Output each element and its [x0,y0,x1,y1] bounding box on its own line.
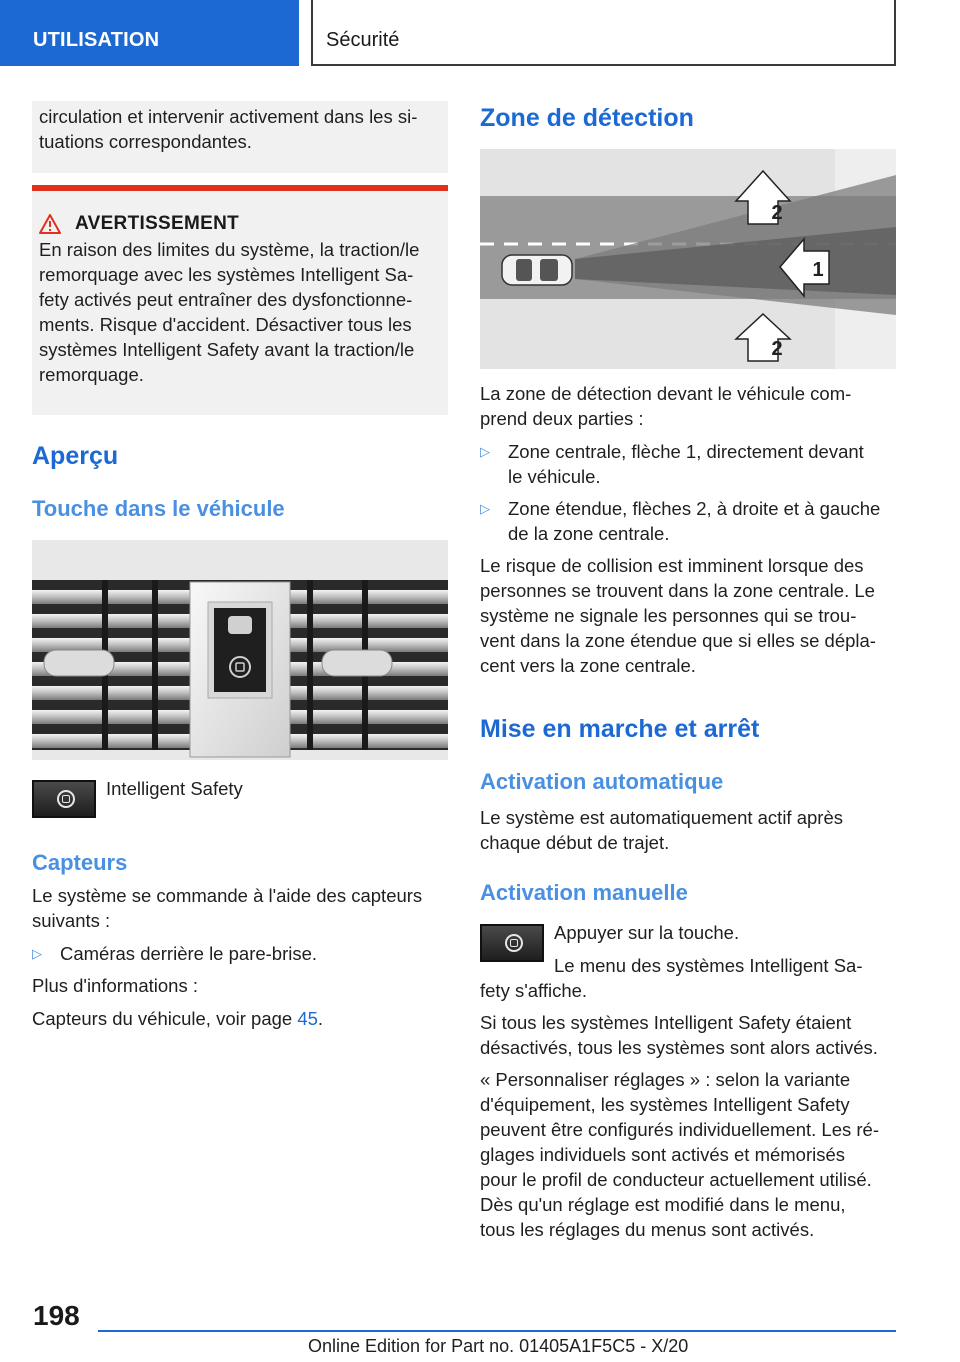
arrow-label-2-top: 2 [771,202,783,224]
warning-line: remorquage avec les systèmes Intelligent Sa- [39,264,414,285]
plus-info-text: Plus d'informations : [32,975,198,996]
warning-line: remorquage. [39,364,144,385]
warning-header [39,213,441,235]
risk-text: Le risque de collision est imminent lorsque des [480,555,864,576]
manual-heading: Activation manuelle [480,880,688,905]
capteurs-heading: Capteurs [32,850,128,875]
arrow-label-2-bottom: 2 [771,338,783,360]
intro-box [32,101,448,173]
warning-box [32,185,448,415]
manual-step: Appuyer sur la touche. [554,922,740,943]
button-label: Intelligent Safety [106,778,243,799]
warning-line: systèmes Intelligent Safety avant la traction/le [39,339,415,360]
list-item: ▷ Zone étendue, flèches 2, à droite et à gauche de la zone centrale. [480,498,881,544]
manual-text: tous les réglages du menus sont activés. [480,1219,815,1240]
manual-text: Si tous les systèmes Intelligent Safety étaient [480,1012,852,1033]
manual-text: d'équipement, les systèmes Intelligent Safety [480,1094,850,1115]
manual-menu-text: Le menu des systèmes Intelligent Sa- [554,955,863,976]
capteurs-text: Le système se commande à l'aide des capteurs [32,885,423,906]
manual-text: glages individuels sont activés et mémorisés [480,1144,846,1165]
arrow-label-1: 1 [812,259,824,281]
bullet-triangle-icon: ▷ [32,946,42,961]
page-link[interactable]: 45 [297,1008,318,1029]
vehicle-icon [502,255,572,285]
list-item: ▷ Caméras derrière le pare-brise. [32,943,318,964]
capteurs-text: suivants : [32,910,111,931]
edition-text: Online Edition for Part no. 01405A1F5C5 - X/20 [308,1336,689,1356]
detection-zone-diagram [480,149,896,369]
mise-heading: Mise en marche et arrêt [480,715,760,743]
warning-title: AVERTISSEMENT [75,213,240,234]
zone-text: La zone de détection devant le véhicule com- [480,383,852,404]
manual-menu-text: fety s'affiche. [480,980,588,1001]
intro-text: circulation et intervenir activement dans les si- tuations correspondantes. [39,106,418,152]
section-tab [311,0,896,66]
bullet-triangle-icon: ▷ [480,501,490,516]
touche-heading: Touche dans le véhicule [32,496,285,521]
zone-text: prend deux parties : [480,408,644,429]
bullet-triangle-icon: ▷ [480,444,490,459]
reference-text: Capteurs du véhicule, voir page 45. [32,1008,324,1029]
apercu-heading: Aperçu [32,442,119,470]
footer-divider [98,1330,896,1332]
manual-text: Dès qu'un réglage est modifié dans le menu, [480,1194,846,1215]
list-item: ▷ Zone centrale, flèche 1, directement devant le véhicule. [480,441,864,487]
console-photo [32,540,448,760]
intelligent-safety-button-icon [32,780,96,818]
page-number: 198 [33,1300,80,1331]
auto-text: Le système est automatiquement actif après [480,807,843,828]
risk-text: vent dans la zone étendue que si elles se dépla- [480,630,876,651]
manual-text: pour le profil de conducteur actuellement utilisé. [480,1169,872,1190]
warning-line: ments. Risque d'accident. Désactiver tous les [39,314,412,335]
manual-text: désactivés, tous les systèmes sont alors activés. [480,1037,878,1058]
zone-heading: Zone de détection [480,104,694,132]
intelligent-safety-button-icon [480,924,544,962]
manual-text: « Personnaliser réglages » : selon la variante [480,1069,851,1090]
chapter-tab [0,0,299,66]
risk-text: personnes se trouvent dans la zone centrale. Le [480,580,875,601]
warning-line: En raison des limites du système, la traction/le [39,239,420,260]
risk-text: cent vers la zone centrale. [480,655,696,676]
auto-text: chaque début de trajet. [480,832,670,853]
section-title: Sécurité [326,29,400,51]
warning-line: fety activés peut entraîner des dysfonctionne- [39,289,413,310]
auto-heading: Activation automatique [480,769,724,794]
chapter-title: UTILISATION [33,29,160,51]
risk-text: système ne signale les personnes qui se trou- [480,605,857,626]
manual-text: peuvent être configurés individuellement. Les ré- [480,1119,880,1140]
warning-icon [39,214,61,234]
